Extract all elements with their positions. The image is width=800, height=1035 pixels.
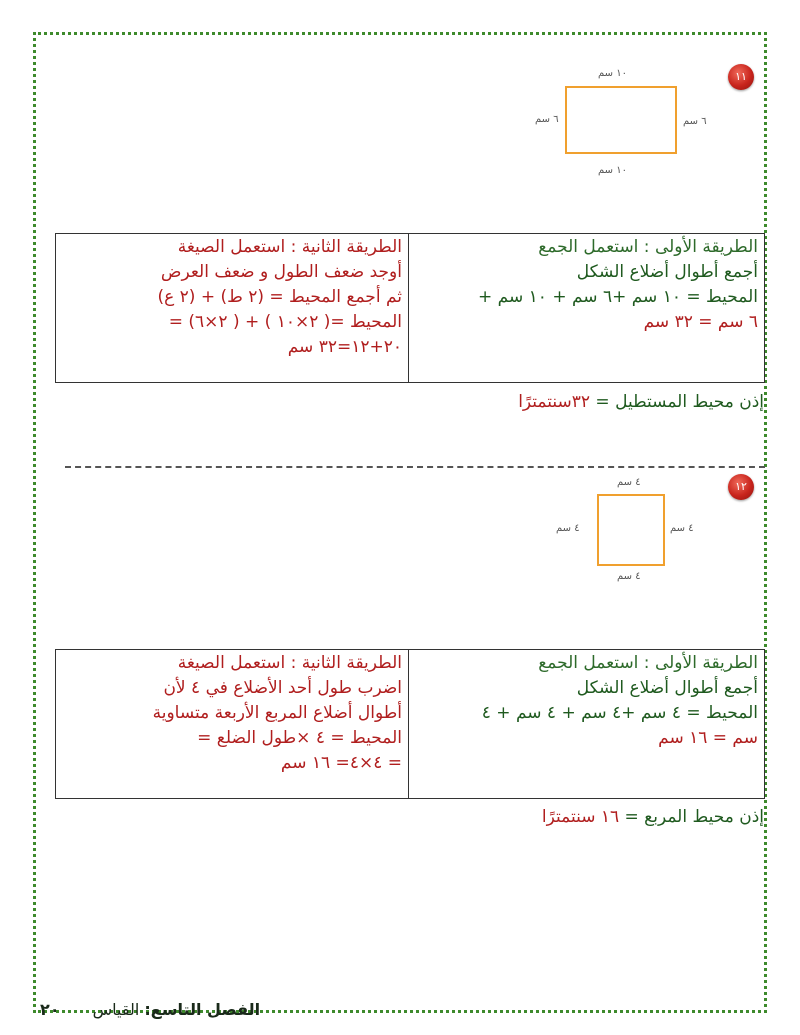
method-one-box <box>408 649 765 799</box>
method-two-line: ٢٠+١٢=٣٢ سم <box>287 337 402 357</box>
chapter-topic: القياس <box>92 1000 140 1019</box>
rectangle-figure <box>565 86 677 154</box>
square-left-label: ٤ سم <box>556 523 580 534</box>
conclusion <box>542 807 764 827</box>
method-one-line: المحيط = ١٠ سم +٦ سم + ١٠ سم + <box>478 287 758 307</box>
rectangle-left-label: ٦ سم <box>535 114 559 125</box>
method-two-box <box>55 233 409 383</box>
method-two-line: أطوال أضلاع المربع الأربعة متساوية <box>152 703 402 723</box>
page-number: ٢٠ <box>40 1000 60 1019</box>
rectangle-bottom-label: ١٠ سم <box>598 165 627 176</box>
method-two-line: اضرب طول أحد الأضلاع في ٤ لأن <box>163 678 402 698</box>
method-two-line: أوجد ضعف الطول و ضعف العرض <box>160 262 402 282</box>
rectangle-top-label: ١٠ سم <box>598 68 627 79</box>
method-one-line: أجمع أطوال أضلاع الشكل <box>576 262 758 282</box>
conclusion <box>518 392 764 412</box>
method-one-line: سم = ١٦ سم <box>658 728 758 748</box>
conclusion-value: ١٦ سنتمترًا <box>541 807 620 827</box>
method-two-box <box>55 649 409 799</box>
method-one-box <box>408 233 765 383</box>
conclusion-label: إذن محيط المستطيل = <box>590 392 764 412</box>
problem-number-badge: ١١ <box>728 64 754 90</box>
method-one-line: المحيط = ٤ سم +٤ سم + ٤ سم + ٤ <box>481 703 758 723</box>
square-right-label: ٤ سم <box>670 523 694 534</box>
rectangle-right-label: ٦ سم <box>683 116 707 127</box>
method-two-line: المحيط =( ٢×١٠ ) + ( ٢×٦) = <box>168 312 402 332</box>
method-two-line: ثم أجمع المحيط = (٢ ط) + (٢ ع) <box>157 287 402 307</box>
chapter-title: الفصل التاسع: <box>144 1000 261 1019</box>
method-two-title: الطريقة الثانية : استعمل الصيغة <box>177 653 402 673</box>
method-one-line: ٦ سم = ٣٢ سم <box>643 312 758 332</box>
method-two-line: المحيط = ٤ ×طول الضلع = <box>197 728 402 748</box>
conclusion-value: ٣٢سنتمترًا <box>518 392 591 412</box>
section-divider <box>65 466 765 468</box>
square-top-label: ٤ سم <box>617 477 641 488</box>
method-one-title: الطريقة الأولى : استعمل الجمع <box>538 653 758 673</box>
problem-number-badge: ١٢ <box>728 474 754 500</box>
method-two-line: = ٤×٤= ١٦ سم <box>280 753 402 773</box>
square-bottom-label: ٤ سم <box>617 571 641 582</box>
page-footer <box>40 1000 260 1019</box>
square-figure <box>597 494 665 566</box>
method-one-line: أجمع أطوال أضلاع الشكل <box>576 678 758 698</box>
method-one-title: الطريقة الأولى : استعمل الجمع <box>538 237 758 257</box>
method-two-title: الطريقة الثانية : استعمل الصيغة <box>177 237 402 257</box>
conclusion-label: إذن محيط المربع = <box>619 807 764 827</box>
